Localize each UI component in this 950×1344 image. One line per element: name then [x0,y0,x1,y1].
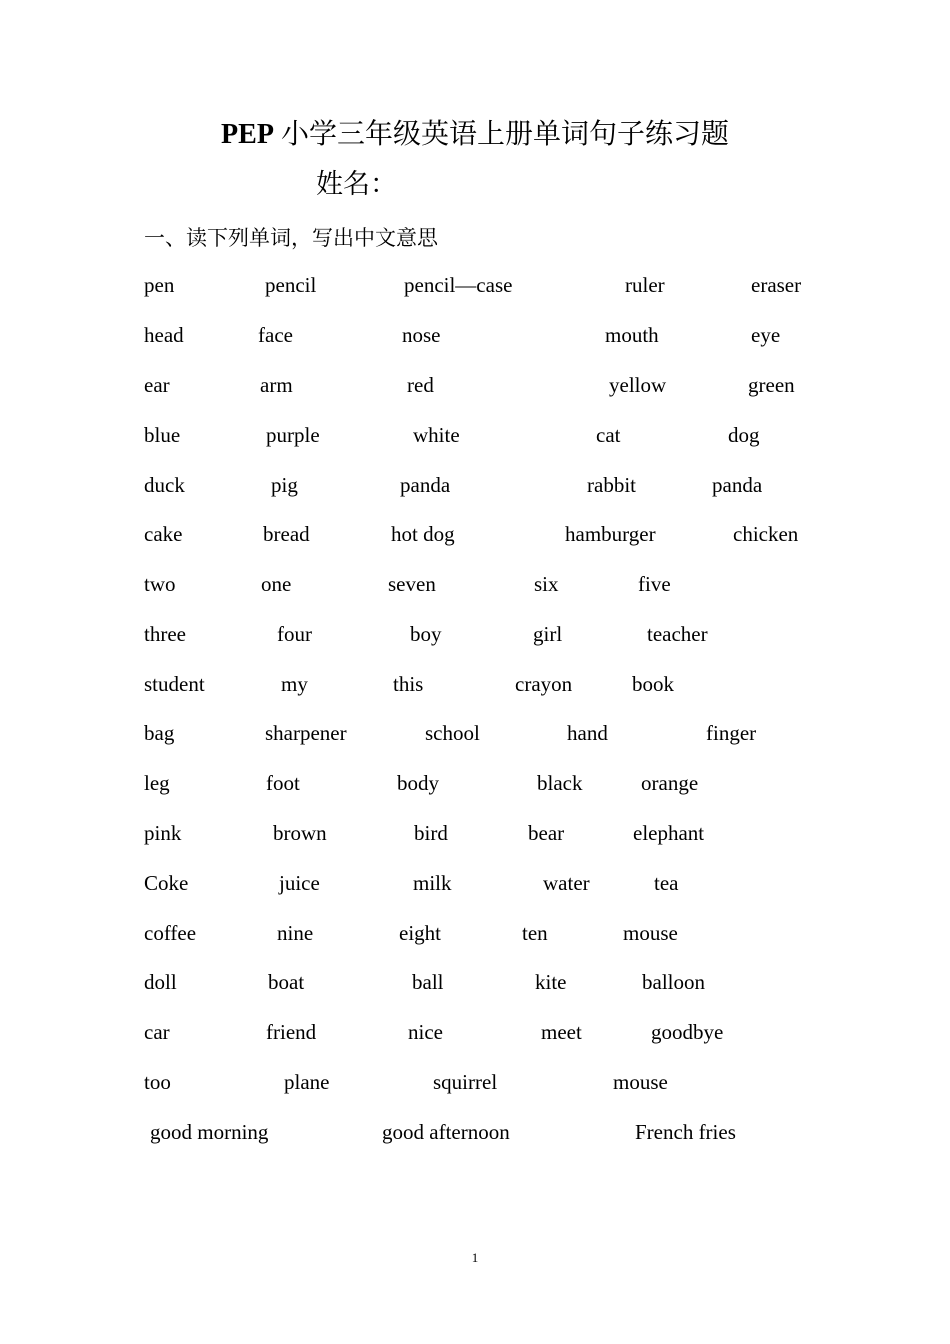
vocab-word: French fries [635,1120,736,1144]
vocab-word: eight [399,921,441,945]
word-row [0,323,950,353]
vocab-word: black [537,771,583,795]
vocab-word: brown [273,821,327,845]
vocab-word: pen [144,273,175,297]
word-row [0,1070,950,1100]
vocab-word: face [258,323,293,347]
vocab-word: juice [279,871,320,895]
vocab-word: nose [402,323,441,347]
vocab-word: teacher [647,622,708,646]
vocab-word: bear [528,821,565,845]
vocab-word: plane [284,1070,330,1094]
word-row [0,622,950,652]
word-row [0,273,950,303]
section-heading: 一、读下列单词，写出中文意思 [144,226,438,250]
title-en: PEP [221,119,274,150]
vocab-word: one [261,572,292,596]
word-row [0,1020,950,1050]
vocab-word: school [425,721,480,745]
vocab-word: doll [144,970,177,994]
vocab-word: three [144,622,186,646]
vocab-word: arm [260,373,293,397]
vocab-word: eye [751,323,781,347]
vocab-word: hot dog [391,522,455,546]
vocab-word: too [144,1070,171,1094]
vocab-word: pink [144,821,182,845]
vocab-word: panda [712,473,763,497]
vocab-word: bird [414,821,448,845]
vocab-word: boy [410,622,442,646]
vocab-word: head [144,323,184,347]
page-number: 1 [471,1250,479,1265]
vocab-word: friend [266,1020,317,1044]
word-row [0,572,950,602]
vocab-word: pig [271,473,298,497]
vocab-word: mouse [623,921,678,945]
vocab-word: kite [535,970,567,994]
vocab-word: orange [641,771,699,795]
vocab-word: hand [567,721,608,745]
vocab-word: green [748,373,795,397]
vocab-word: pencil—case [404,273,513,297]
word-row [0,921,950,951]
vocab-word: elephant [633,821,705,845]
word-row [0,970,950,1000]
word-row [0,771,950,801]
vocab-word: nice [408,1020,443,1044]
vocab-word: rabbit [587,473,636,497]
vocab-word: bread [263,522,310,546]
vocab-word: purple [266,423,320,447]
vocab-word: yellow [609,373,667,397]
vocab-word: nine [277,921,314,945]
vocab-word: hamburger [565,522,656,546]
vocab-word: ten [522,921,548,945]
vocab-word: two [144,572,176,596]
vocab-word: red [407,373,434,397]
vocab-word: girl [533,622,563,646]
vocab-word: four [277,622,312,646]
vocab-word: good morning [150,1120,269,1144]
vocab-word: tea [654,871,679,895]
name-label: 姓名： [316,169,397,199]
vocab-word: foot [266,771,300,795]
vocab-word: crayon [515,672,573,696]
vocab-word: panda [400,473,451,497]
vocab-word: good afternoon [382,1120,510,1144]
word-row [0,721,950,751]
vocab-word: goodbye [651,1020,724,1044]
vocab-word: ball [412,970,444,994]
word-row [0,672,950,702]
vocab-word: student [144,672,205,696]
vocab-word: meet [541,1020,582,1044]
vocab-word: leg [144,771,170,795]
vocab-word: bag [144,721,175,745]
vocab-word: ear [144,373,170,397]
vocab-word: my [281,672,308,696]
vocab-word: balloon [642,970,705,994]
vocab-word: body [397,771,439,795]
word-row [0,522,950,552]
word-row [0,473,950,503]
vocab-word: car [144,1020,170,1044]
vocab-word: book [632,672,674,696]
vocab-word: Coke [144,871,189,895]
word-row [0,821,950,851]
vocab-word: blue [144,423,181,447]
vocab-word: seven [388,572,436,596]
vocab-word: this [393,672,424,696]
vocab-word: ruler [625,273,665,297]
vocab-word: cat [596,423,621,447]
vocab-word: coffee [144,921,197,945]
page-title [0,112,950,152]
vocab-word: water [543,871,590,895]
word-row [0,871,950,901]
vocab-word: finger [706,721,757,745]
vocab-word: chicken [733,522,799,546]
vocab-word: milk [413,871,452,895]
vocab-word: mouth [605,323,659,347]
vocab-word: five [638,572,671,596]
vocab-word: cake [144,522,183,546]
vocab-word: mouse [613,1070,668,1094]
vocab-word: boat [268,970,305,994]
vocab-word: eraser [751,273,802,297]
vocab-word: six [534,572,559,596]
title-zh: 小学三年级英语上册单词句子练习题 [273,119,729,150]
vocab-word: duck [144,473,185,497]
vocab-word: squirrel [433,1070,498,1094]
word-row [0,1120,950,1150]
vocab-word: pencil [265,273,317,297]
vocab-word: sharpener [265,721,347,745]
word-row [0,373,950,403]
vocab-word: white [413,423,460,447]
vocab-word: dog [728,423,760,447]
word-row [0,423,950,453]
